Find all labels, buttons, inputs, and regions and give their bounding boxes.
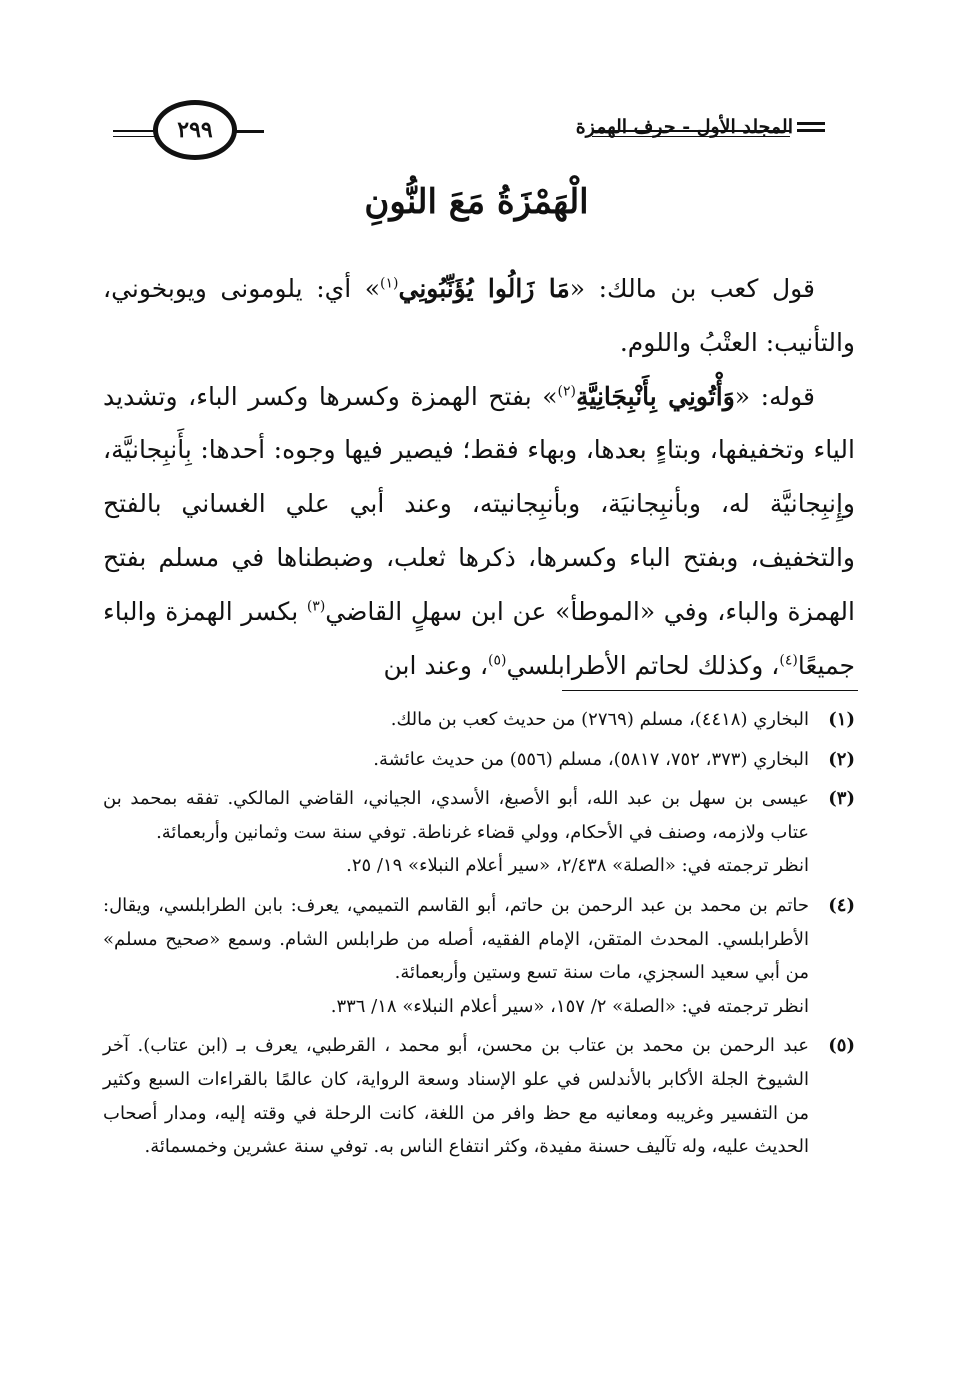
footnote xyxy=(103,889,855,1023)
footnote-text xyxy=(103,703,809,737)
footnote-text xyxy=(103,889,809,1023)
footnote-number: (٤) xyxy=(828,894,855,916)
footnote-marker: (٤) xyxy=(779,652,798,669)
running-title: المجلد الأول - حرف الهمزة xyxy=(575,116,793,138)
text-run: ، وكذلك لحاتم الأطرابلسي xyxy=(506,650,780,680)
footnote xyxy=(103,703,855,737)
footnote-text xyxy=(103,743,809,777)
footnote xyxy=(103,782,855,883)
text-run: » أي: يلومونى ويوبخوني، والتأنيب: العتْبُ واللوم. xyxy=(103,274,855,357)
footnotes xyxy=(103,703,855,1170)
paragraph xyxy=(103,370,855,693)
text-run: ، وعند ابن xyxy=(383,650,489,680)
footnote-marker: (٢) xyxy=(557,383,577,400)
footnote-reference: انظر ترجمته في: «الصلة» ٢/ ١٥٧، «سير أعلام النبلاء» ١٨/ ٣٣٦. xyxy=(330,995,809,1017)
footnote-separator xyxy=(562,690,858,691)
page-number: ٢٩٩ xyxy=(153,100,237,160)
footnote-body: حاتم بن محمد بن عبد الرحمن بن حاتم، أبو القاسم التميمي، يعرف: بابن الطرابلسي، ويقال: الأطرابلسي. المحدث المتقن، الإمام الفقيه، أصله من طرابلس الشام. وسمع «صحيح مسلم» من أبي سعيد السجزي، مات سنة تسع وستين وأربعمائة. xyxy=(103,894,809,984)
hadith-quote: مَا زَالُوا يُؤَنِّبُونِي xyxy=(398,274,570,303)
footnote-number: (٣) xyxy=(828,788,855,810)
footnote-body: عيسى بن سهل بن عبد الله، أبو الأصبغ، الأسدي، الجياني، القاضي المالكي. تفقه بمحمد بن عتاب ولازمه، وصنف في الأحكام، وولي قضاء غرناطة. توفي سنة ست وثمانين وأربعمائة. xyxy=(103,788,809,843)
header-rule xyxy=(592,130,790,132)
footnote-text xyxy=(103,1029,809,1163)
header-rule xyxy=(113,130,157,132)
footnote-marker: (٣) xyxy=(306,598,326,615)
header-rule xyxy=(592,136,790,137)
footnote-marker: (٥) xyxy=(488,652,507,669)
footnote-body: البخاري (٤٤١٨)، مسلم (٢٧٦٩) من حديث كعب بن مالك. xyxy=(390,709,809,730)
text-run: بكسر الهمزة والباء جميعًا xyxy=(103,596,855,680)
header-rule xyxy=(236,130,264,133)
footnote xyxy=(103,1029,855,1163)
footnote-number: (٥) xyxy=(828,1035,855,1057)
header-rule xyxy=(113,136,157,137)
text-run: قول كعب بن مالك: « xyxy=(569,274,816,303)
hadith-quote: وَأْتُونِي بِأَنْبِجَانِيَّةِ xyxy=(576,381,735,411)
footnote-marker: (١) xyxy=(380,275,399,292)
footnote-body: عبد الرحمن بن محمد بن عتاب بن محسن، أبو محمد ، القرطبي، يعرف بـ (ابن عتاب). آخر الشيوخ الجلة الأكابر بالأندلس في علو الإسناد وسعة الرواية، كان عالمًا بالقراءات السبع وكثير من التفسير وغريبه ومعانيه مع حظ وافر من اللغة، كانت الرحلة في وقته إليه، ومدار أصحاب الحديث عليه، وله تآليف حسنة مفيدة، وكثر انتفاع الناس به. توفي سنة عشرين وخمسمائة. xyxy=(103,1035,809,1158)
text-run: » بفتح الهمزة وكسرها وكسر الباء، وتشديد الياء وتخفيفها، وبتاءٍ بعدها، وبهاء فقط؛ فيصير فيها وجوه: أحدها: بِأَنبِجانيَّة، وإِنبِجانيَّة له، وبأنبِجانيَة، وبأنبِجانيته، وعند أبي علي الغساني بالفتح والتخفيف، وبفتح الباء وكسرها، ذكرها ثعلب، وضبطناها في مسلم بفتح الهمزة والباء، وفي «الموطأ» عن ابن سهلٍ القاضي xyxy=(103,381,855,626)
footnote-reference: انظر ترجمته في: «الصلة» ٢/٤٣٨، «سير أعلام النبلاء» ١٩/ ٢٥. xyxy=(346,855,809,877)
footnote-number: (٢) xyxy=(828,748,855,770)
section-title: الْهَمْزَةُ مَعَ النُّونِ xyxy=(364,182,589,222)
footnote-text xyxy=(103,782,809,883)
body-text xyxy=(103,262,855,692)
header-ornament xyxy=(797,122,825,125)
footnote xyxy=(103,743,855,777)
footnote-number: (١) xyxy=(828,709,855,730)
paragraph xyxy=(103,262,855,370)
footnote-body: البخاري (٣٧٣، ٧٥٢، ٥٨١٧)، مسلم (٥٥٦) من حديث عائشة. xyxy=(373,748,809,770)
text-run: قوله: « xyxy=(734,381,815,411)
header-ornament xyxy=(797,129,825,132)
